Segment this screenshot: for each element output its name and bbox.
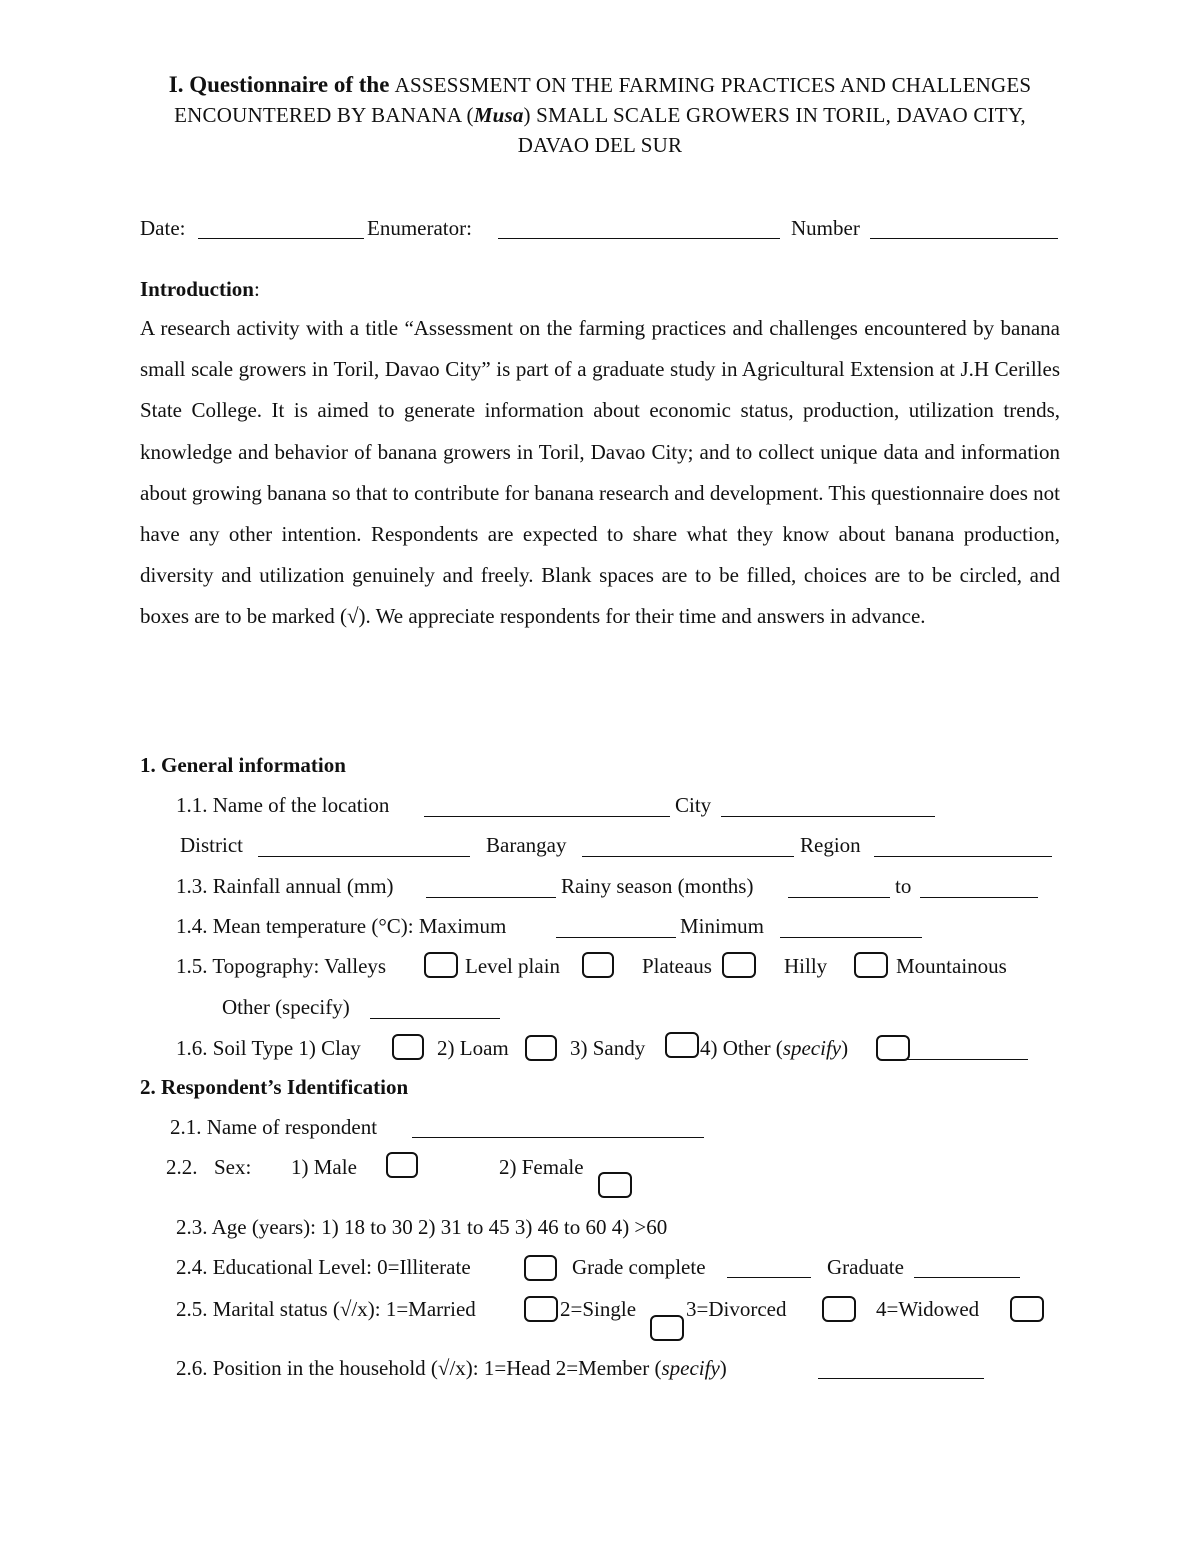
- title-line-2-post: ) SMALL SCALE GROWERS IN TORIL, DAVAO CITY,: [523, 103, 1026, 127]
- title-line-3: DAVAO DEL SUR: [517, 133, 683, 157]
- married-checkbox[interactable]: [524, 1296, 558, 1322]
- region-field[interactable]: [874, 838, 1052, 857]
- graduate-field[interactable]: [914, 1259, 1020, 1278]
- title-line-2-pre: ENCOUNTERED BY BANANA (: [174, 103, 474, 127]
- widowed-checkbox[interactable]: [1010, 1296, 1044, 1322]
- q1-4-label: 1.4. Mean temperature (°C): Maximum: [176, 914, 507, 938]
- plateaus-label: Plateaus: [642, 954, 712, 978]
- other-soil-post: ): [841, 1036, 849, 1060]
- title-musa: Musa: [473, 103, 524, 127]
- number-label: Number: [791, 216, 860, 240]
- document-title: [60, 70, 1140, 160]
- q2-6-specify: specify: [661, 1356, 720, 1380]
- max-temp-field[interactable]: [556, 919, 676, 938]
- male-checkbox[interactable]: [386, 1152, 418, 1178]
- single-checkbox[interactable]: [650, 1315, 684, 1341]
- plateaus-checkbox[interactable]: [722, 952, 756, 978]
- location-name-field[interactable]: [424, 798, 670, 817]
- minimum-label: Minimum: [680, 914, 765, 938]
- q1-5-label: 1.5. Topography: Valleys: [176, 954, 387, 978]
- other-specify-label: Other (specify): [222, 995, 350, 1019]
- barangay-field[interactable]: [582, 838, 794, 857]
- date-field[interactable]: [198, 220, 364, 239]
- q2-4-label: 2.4. Educational Level: 0=Illiterate: [176, 1255, 471, 1279]
- title-line-1-rest: ASSESSMENT ON THE FARMING PRACTICES AND CHALLENGES: [394, 73, 1032, 97]
- respondent-name-field[interactable]: [412, 1119, 704, 1138]
- q1-3-label: 1.3. Rainfall annual (mm): [176, 874, 394, 898]
- graduate-label: Graduate: [827, 1255, 904, 1279]
- divorced-label: 3=Divorced: [686, 1297, 787, 1321]
- grade-complete-label: Grade complete: [572, 1255, 706, 1279]
- hilly-label: Hilly: [784, 954, 828, 978]
- single-label: 2=Single: [560, 1297, 637, 1321]
- illiterate-checkbox[interactable]: [524, 1255, 557, 1281]
- divorced-checkbox[interactable]: [822, 1296, 856, 1322]
- q2-3-label: 2.3. Age (years): 1) 18 to 30 2) 31 to 45 3) 46 to 60 4) >60: [176, 1215, 668, 1239]
- min-temp-field[interactable]: [780, 919, 922, 938]
- enumerator-label: Enumerator:: [367, 216, 472, 240]
- district-label: District: [180, 833, 243, 857]
- other-soil-field[interactable]: [906, 1041, 1028, 1060]
- loam-checkbox[interactable]: [525, 1035, 557, 1061]
- q2-5-label: 2.5. Marital status (√/x): 1=Married: [176, 1297, 476, 1321]
- rainy-to-field[interactable]: [920, 879, 1038, 898]
- sex-label: Sex:: [214, 1155, 252, 1179]
- grade-complete-field[interactable]: [727, 1259, 811, 1278]
- enumerator-field[interactable]: [498, 220, 780, 239]
- to-label: to: [895, 874, 912, 898]
- level-plain-checkbox[interactable]: [582, 952, 614, 978]
- rainfall-field[interactable]: [426, 879, 556, 898]
- title-lead: I. Questionnaire of the: [168, 72, 390, 97]
- q2-6-pre: 2.6. Position in the household (√/x): 1=Head 2=Member (: [176, 1356, 662, 1380]
- introduction-body: A research activity with a title “Assessment on the farming practices and challenges encountered by banana small scale growers in Toril, Davao City” is part of a graduate study in Agricultural Extension at J.H Cerilles State College. It is aimed to generate information about economic status, production, utilization trends, knowledge and behavior of banana growers in Toril, Davao City; and to collect unique data and information about growing banana so that to contribute for banana research and development. This questionnaire does not have any other intention. Respondents are expected to share what they know about banana production, diversity and utilization genuinely and freely. Blank spaces are to be filled, choices are to be circled, and boxes are to be marked (√). We appreciate respondents for their time and answers in advance.: [140, 316, 1060, 629]
- date-label: Date:: [140, 216, 186, 240]
- female-label: 2) Female: [499, 1155, 584, 1179]
- title-line-2: [60, 100, 1140, 130]
- sandy-label: 3) Sandy: [570, 1036, 646, 1060]
- female-checkbox[interactable]: [598, 1172, 632, 1198]
- city-field[interactable]: [721, 798, 935, 817]
- introduction-colon: :: [253, 277, 260, 301]
- number-field[interactable]: [870, 220, 1058, 239]
- member-specify-field[interactable]: [818, 1360, 984, 1379]
- q1-6-label: 1.6. Soil Type 1) Clay: [176, 1036, 361, 1060]
- rainy-season-label: Rainy season (months): [561, 874, 754, 898]
- section-2-heading: 2. Respondent’s Identification: [140, 1075, 409, 1099]
- section-1-heading: 1. General information: [140, 753, 346, 777]
- city-label: City: [675, 793, 712, 817]
- other-soil-pre: 4) Other (: [700, 1036, 783, 1060]
- q1-1-label: 1.1. Name of the location: [176, 793, 390, 817]
- male-label: 1) Male: [291, 1155, 357, 1179]
- clay-checkbox[interactable]: [392, 1034, 424, 1060]
- q2-6-post: ): [719, 1356, 727, 1380]
- introduction-heading-text: Introduction: [140, 277, 254, 301]
- other-soil-checkbox[interactable]: [876, 1035, 910, 1061]
- hilly-checkbox[interactable]: [854, 952, 888, 978]
- q2-1-label: 2.1. Name of respondent: [170, 1115, 378, 1139]
- district-field[interactable]: [258, 838, 470, 857]
- title-line-1: [60, 70, 1140, 100]
- other-topography-field[interactable]: [370, 1000, 500, 1019]
- sandy-checkbox[interactable]: [665, 1032, 699, 1058]
- barangay-label: Barangay: [486, 833, 567, 857]
- introduction-heading: [140, 277, 260, 302]
- q2-2-label: 2.2.: [166, 1155, 198, 1179]
- widowed-label: 4=Widowed: [876, 1297, 980, 1321]
- other-soil-specify: specify: [782, 1036, 842, 1060]
- mountainous-label: Mountainous: [896, 954, 1007, 978]
- region-label: Region: [800, 833, 861, 857]
- loam-label: 2) Loam: [437, 1036, 509, 1060]
- other-soil-label: [700, 1036, 848, 1061]
- q2-6-label: [176, 1356, 727, 1381]
- valleys-checkbox[interactable]: [424, 952, 458, 978]
- level-plain-label: Level plain: [465, 954, 561, 978]
- rainy-from-field[interactable]: [788, 879, 890, 898]
